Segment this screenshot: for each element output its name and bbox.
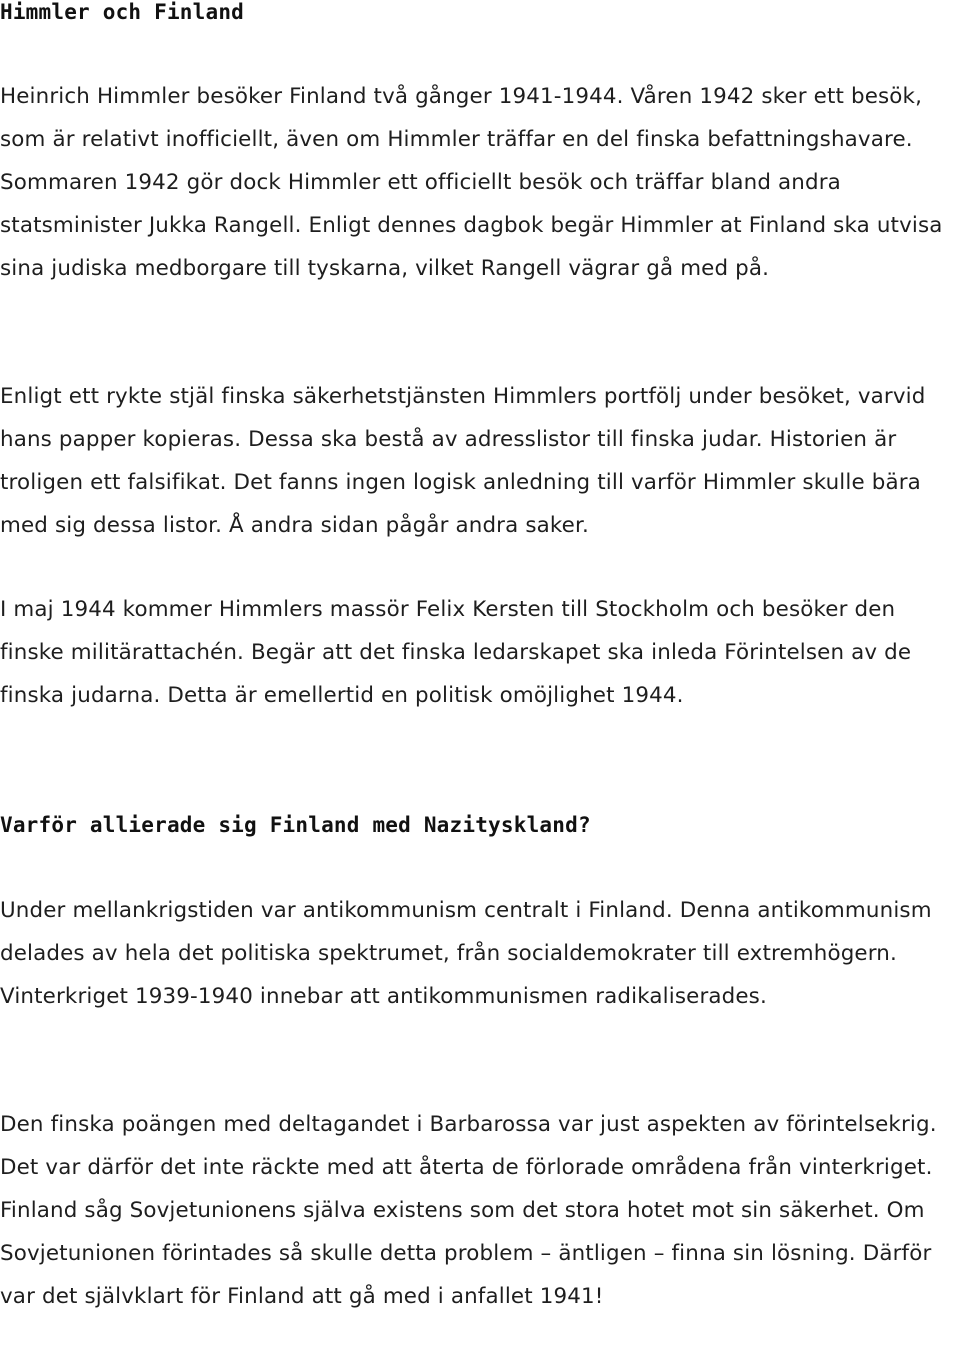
paragraph-kersten: I maj 1944 kommer Himmlers massör Felix Kersten till Stockholm och besöker den finske militärattachén. Begär att det finska ledarskapet ska inleda Förintelsen av de finska judarna. Detta är emellertid en politisk omöjlighet 1944. (0, 597, 912, 708)
document-title: Himmler och Finland (0, 0, 245, 24)
paragraph-portfolio-rumor: Enligt ett rykte stjäl finska säkerhetstjänsten Himmlers portfölj under besöket, varvid hans papper kopieras. Dessa ska bestå av adresslistor till finska judar. Historien är troligen ett falsifikat. Det fanns ingen logisk anledning till varför Himmler skulle bära med sig dessa listor. Å andra sidan pågår andra saker. (0, 384, 926, 538)
paragraph-himmler-visits: Heinrich Himmler besöker Finland två gånger 1941-1944. Våren 1942 sker ett besök, som är relativt inofficiellt, även om Himmler träffar en del finska befattningshavare. Sommaren 1942 gör dock Himmler ett officiellt besök och träffar bland andra statsminister Jukka Rangell. Enligt dennes dagbok begär Himmler at Finland ska utvisa sina judiska medborgare till tyskarna, vilket Rangell vägrar gå med på. (0, 84, 943, 281)
paragraph-barbarossa: Den finska poängen med deltagandet i Barbarossa var just aspekten av förintelsekrig. Det var därför det inte räckte med att återta de förlorade områdena från vinterkriget. Finland såg Sovjetunionens själva existens som det stora hotet mot sin säkerhet. Om Sovjetunionen förintades så skulle detta problem – äntligen – finna sin lösning. Därför var det självklart för Finland att gå med i anfallet 1941! (0, 1112, 937, 1309)
section-heading: Varför allierade sig Finland med Nazityskland? (0, 813, 591, 837)
paragraph-anticommunism: Under mellankrigstiden var antikommunism centralt i Finland. Denna antikommunism delades av hela det politiska spektrumet, från socialdemokrater till extremhögern. Vinterkriget 1939-1940 innebar att antikommunismen radikaliserades. (0, 898, 932, 1009)
